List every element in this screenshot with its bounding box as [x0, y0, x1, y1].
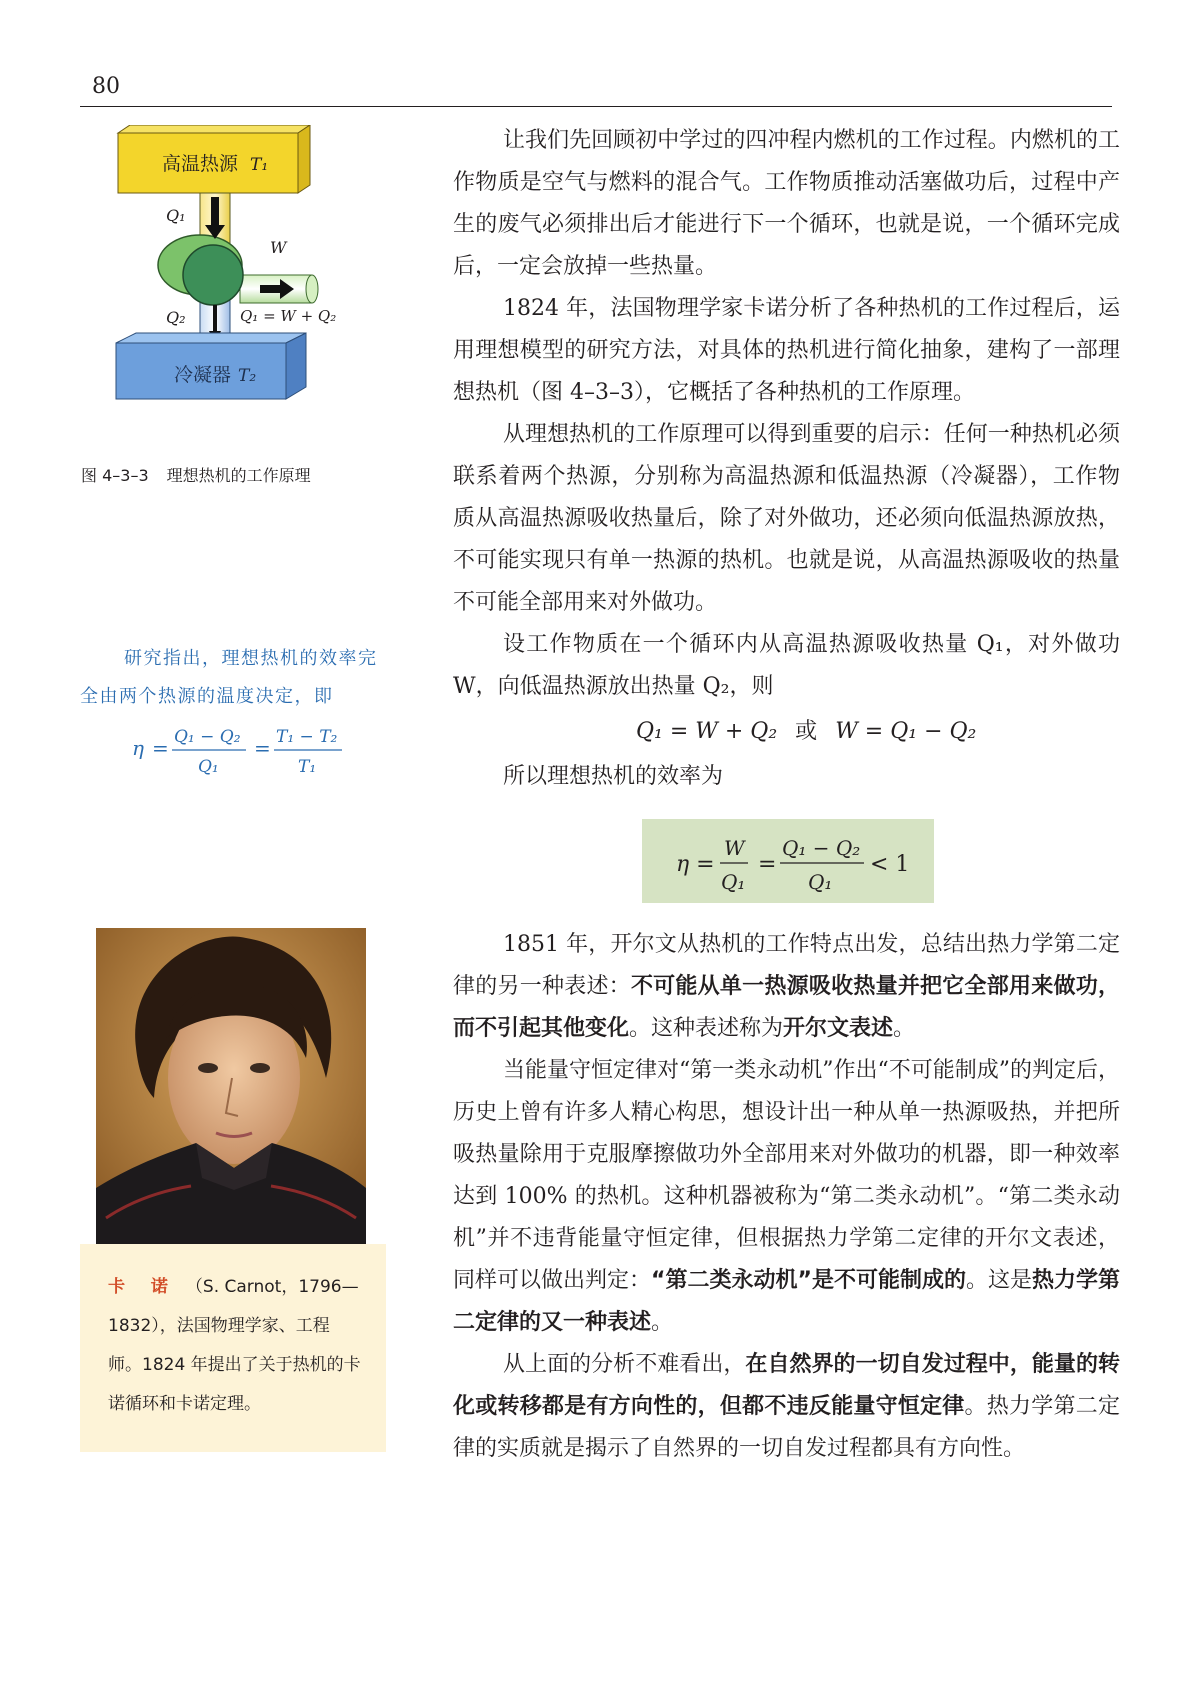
paragraph-7	[453, 1050, 1120, 1344]
equation-or: 或	[795, 719, 818, 744]
ideal-heat-engine-diagram	[110, 125, 390, 455]
bio-name: 卡 诺	[108, 1277, 178, 1297]
fraction-denominator-1: Q₁	[198, 757, 219, 777]
p8-text-c: 。热力学第二定律的实质就是揭示了自然界的一切自发过程都具有方向性。	[453, 1394, 1120, 1461]
hot-reservoir-symbol: T₁	[250, 155, 269, 175]
hot-reservoir-side	[298, 125, 310, 193]
carnot-portrait	[96, 928, 366, 1244]
header-rule	[80, 106, 1112, 107]
fraction-denominator-2: T₁	[298, 757, 317, 777]
box-less-than: < 1	[870, 852, 910, 877]
equation-left: Q₁ = W + Q₂	[636, 719, 778, 744]
hot-reservoir-label: 高温热源	[162, 153, 239, 175]
figure-caption-text: 理想热机的工作原理	[166, 466, 311, 485]
paragraph-1: 让我们先回顾初中学过的四冲程内燃机的工作过程。内燃机的工作物质是空气与燃料的混合气。工作物质推动活塞做功后，过程中产生的废气必须排出后才能进行下一个循环，也就是说，一个循环完成后，一定会放掉一些热量。	[453, 128, 1120, 279]
cold-reservoir-symbol: T₂	[238, 366, 257, 386]
work-pipe-end	[306, 275, 318, 303]
p7-text-a: 当能量守恒定律对“第一类永动机”作出“不可能制成”的判定后，历史上曾有许多人精心构思，想设计出一种从单一热源吸热，并把所吸热量除用于克服摩擦做功外全部用来对外做功的机器，即一种效率达到 100% 的热机。这种机器被称为“第二类永动机”。“第二类永动机”并不违背能量守恒定律，但根据热力学第二定律的开尔文表述，同样可以做出判定：	[453, 1058, 1120, 1293]
main-text-upper	[453, 120, 1120, 708]
box-numerator: Q₁ − Q₂	[782, 836, 861, 860]
cold-reservoir-label: 冷凝器	[174, 364, 232, 386]
svg-text:=: =	[152, 736, 169, 760]
margin-note-text: 研究指出，理想热机的效率完全由两个热源的温度决定，即	[80, 648, 378, 707]
q2-label: Q₂	[166, 308, 186, 327]
hot-reservoir-top	[118, 125, 310, 133]
svg-text:=: =	[254, 736, 271, 760]
page-number: 80	[92, 74, 120, 99]
p6-text-e: 。	[893, 1016, 916, 1041]
eta-symbol: η	[132, 736, 144, 760]
p6-bold-kelvin-name: 开尔文表述	[783, 1016, 894, 1041]
p8-bold-direction: 在自然界的一切自发过程中，能量的转化或转移都是有方向性的，但都不违反能量守恒定律	[453, 1352, 1120, 1419]
engine-core	[183, 245, 243, 305]
efficiency-formula	[642, 819, 934, 903]
main-text-efficiency-intro	[453, 756, 1120, 798]
margin-note	[80, 640, 390, 716]
p7-bold-another-statement: 热力学第二定律的又一种表述	[453, 1268, 1120, 1335]
equation-right: W = Q₁ − Q₂	[835, 719, 977, 744]
paragraph-3: 从理想热机的工作原理可以得到重要的启示：任何一种热机必须联系着两个热源，分别称为高温热源和低温热源（冷凝器），工作物质从高温热源吸收热量后，除了对外做功，还必须向低温热源放热，不可能实现只有单一热源的热机。也就是说，从高温热源吸收的热量不可能全部用来对外做功。	[453, 422, 1120, 615]
q1-label: Q₁	[166, 206, 186, 225]
paragraph-4: 设工作物质在一个循环内从高温热源吸收热量 Q₁，对外做功 W，向低温热源放出热量 Q₂，则	[453, 632, 1120, 699]
energy-equation	[636, 714, 976, 745]
figure-caption	[81, 463, 311, 486]
w-label: W	[270, 238, 287, 257]
paragraph-8	[453, 1344, 1120, 1470]
cold-reservoir-side	[286, 333, 306, 399]
p7-bold-impossible: “第二类永动机”是不可能制成的	[651, 1268, 966, 1293]
box-q1: Q₁	[721, 870, 746, 894]
svg-text:=: =	[758, 852, 777, 877]
bio-text: （S. Carnot，1796—1832），法国物理学家、工程师。1824 年提出了关于热机的卡诺循环和卡诺定理。	[108, 1277, 361, 1414]
energy-balance-label: Q₁ = W + Q₂	[240, 307, 337, 325]
efficiency-temperature-formula	[132, 720, 372, 780]
p8-text-a: 从上面的分析不难看出，	[503, 1352, 746, 1377]
fraction-numerator-1: Q₁ − Q₂	[174, 727, 241, 747]
fraction-numerator-2: T₁ − T₂	[276, 727, 338, 747]
p7-text-c: 。这是	[965, 1268, 1032, 1293]
box-denominator: Q₁	[808, 870, 833, 894]
main-text-lower	[453, 924, 1120, 1470]
paragraph-2: 1824 年，法国物理学家卡诺分析了各种热机的工作过程后，运用理想模型的研究方法，对具体的热机进行简化抽象，建构了一部理想热机（图 4–3–3），它概括了各种热机的工作原理。	[453, 296, 1120, 405]
box-w: W	[724, 836, 745, 860]
p6-bold-kelvin-statement: 不可能从单一热源吸收热量并把它全部用来做功，而不引起其他变化	[453, 974, 1120, 1041]
efficiency-formula-box	[642, 819, 934, 903]
carnot-bio	[80, 1244, 386, 1452]
paragraph-6	[453, 924, 1120, 1050]
p6-text-a: 1851 年，开尔文从热机的工作特点出发，总结出热力学第二定律的另一种表述：	[453, 932, 1120, 999]
p6-text-c: 。这种表述称为	[629, 1016, 784, 1041]
paragraph-5: 所以理想热机的效率为	[503, 764, 724, 789]
p7-text-e: 。	[651, 1310, 674, 1335]
cold-reservoir-top	[116, 333, 306, 343]
box-eta: η =	[676, 852, 715, 877]
figure-caption-number: 图 4–3–3	[81, 466, 149, 485]
